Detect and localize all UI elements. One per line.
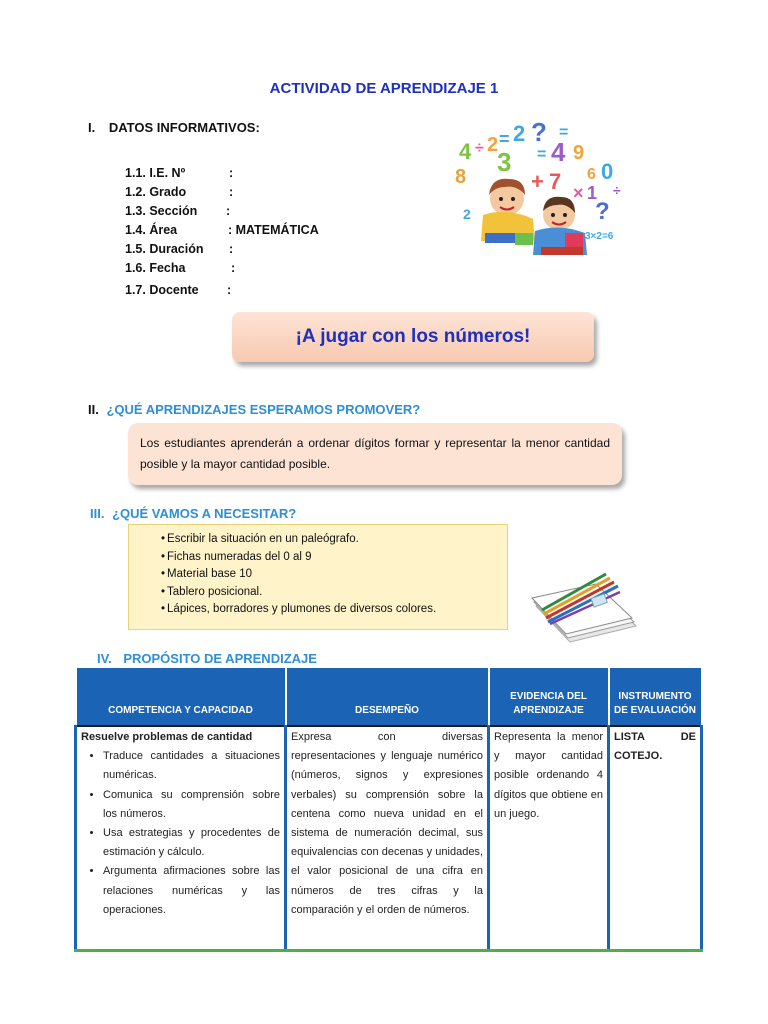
datos-row-grado <box>125 185 233 199</box>
materials-item: • Lápices, borradores y plumones de diversos colores. <box>161 601 507 619</box>
instrumento-cell: LISTA DE COTEJO. <box>609 726 702 951</box>
datos-label: 1.7. Docente <box>125 283 199 297</box>
datos-row-seccion <box>125 204 230 218</box>
section-proposito-heading <box>97 651 317 666</box>
section-aprendizajes-heading <box>88 402 420 417</box>
section-title: ¿QUÉ APRENDIZAJES ESPERAMOS PROMOVER? <box>106 402 421 417</box>
math-glyph: 9 <box>573 142 585 164</box>
math-glyph: 2 <box>487 134 499 156</box>
datos-row-duracion <box>125 242 233 256</box>
table-header-row <box>76 668 702 726</box>
math-glyph: 2 <box>463 206 471 222</box>
desempeno-cell: Expresa con diversas representaciones y lenguaje numérico (números, signos y expresiones verbales) su comprensión sobre la centena como nueva unidad en el sistema de numeración decimal, sus equivalencias con decenas y unidades, el valor posicional de una cifra en números de tres cifras y la comparación y el orden de números. <box>286 726 489 951</box>
datos-row-fecha <box>125 261 235 275</box>
aprendizajes-box: Los estudiantes aprenderán a ordenar dígitos formar y representar la menor cantidad posible y la mayor cantidad posible. <box>128 423 622 485</box>
section-numeral: II. <box>88 402 99 417</box>
papers-pencils-illustration <box>530 566 640 644</box>
math-glyph: = <box>559 124 569 141</box>
materials-item: • Fichas numeradas del 0 al 9 <box>161 549 507 567</box>
capacidad-item: • Traduce cantidades a situaciones numéricas. <box>103 747 280 785</box>
section-title: PROPÓSITO DE APRENDIZAJE <box>123 651 317 666</box>
datos-row-ie <box>125 166 233 180</box>
math-glyph: 0 <box>601 159 614 184</box>
page-title: ACTIVIDAD DE APRENDIZAJE 1 <box>269 80 499 97</box>
materials-list <box>129 531 507 619</box>
math-glyph: 6 <box>587 166 596 183</box>
datos-label: 1.6. Fecha <box>125 261 186 275</box>
math-glyph: 4 <box>551 137 566 167</box>
table-row <box>76 726 702 951</box>
table-header-cell: EVIDENCIA DEL APRENDIZAJE <box>489 668 609 726</box>
math-glyph: 1 <box>587 183 598 203</box>
datos-value: : <box>229 166 234 180</box>
section-necesitar-heading <box>90 506 296 521</box>
math-glyph: 7 <box>549 169 562 194</box>
table-header-cell: INSTRUMENTO DE EVALUACIÓN <box>609 668 702 726</box>
datos-value: : <box>227 283 232 297</box>
proposito-table <box>74 668 703 952</box>
math-glyph: ÷ <box>613 182 621 198</box>
math-glyph: ? <box>595 198 610 225</box>
capacidad-item: • Argumenta afirmaciones sobre las relaciones numéricas y las operaciones. <box>103 862 280 920</box>
datos-label: 1.5. Duración <box>125 242 204 256</box>
datos-label: 1.1. I.E. Nº <box>125 166 186 180</box>
section-numeral: III. <box>90 506 105 521</box>
section-title: ¿QUÉ VAMOS A NECESITAR? <box>112 506 297 521</box>
materials-item: • Escribir la situación en un paleógrafo. <box>161 531 507 549</box>
table-header-cell: COMPETENCIA Y CAPACIDAD <box>76 668 286 726</box>
datos-label: 1.2. Grado <box>125 185 187 199</box>
datos-value: : <box>231 261 236 275</box>
datos-row-docente <box>125 283 231 297</box>
kids-math-illustration <box>455 115 635 265</box>
math-glyph: + <box>531 169 544 194</box>
datos-value: : MATEMÁTICA <box>228 223 319 237</box>
materials-item: • Material base 10 <box>161 566 507 584</box>
math-glyph: 4 <box>459 139 472 164</box>
activity-banner: ¡A jugar con los números! <box>232 312 594 362</box>
section-numeral: I. <box>88 120 96 135</box>
capacidades-list <box>81 747 280 920</box>
math-glyph: = <box>537 146 547 163</box>
table-header-cell: DESEMPEÑO <box>286 668 489 726</box>
evidencia-cell: Representa la menor y mayor cantidad posible ordenando 4 dígitos que obtiene en un juego. <box>489 726 609 951</box>
capacidad-item: • Usa estrategias y procedentes de estimación y cálculo. <box>103 824 280 862</box>
math-glyph: ÷ <box>475 140 484 157</box>
math-glyph: 8 <box>455 166 467 188</box>
math-glyph: × <box>573 183 584 203</box>
section-datos-heading <box>88 120 260 135</box>
math-glyph: 2 <box>513 121 526 146</box>
section-title: DATOS INFORMATIVOS: <box>108 120 260 135</box>
section-numeral: IV. <box>97 651 112 666</box>
materials-box <box>128 524 508 630</box>
math-glyph: = <box>499 129 510 149</box>
competencia-title: Resuelve problemas de cantidad <box>81 731 253 743</box>
datos-label: 1.3. Sección <box>125 204 198 218</box>
datos-value: : <box>229 185 234 199</box>
math-glyph: 3×2=6 <box>585 231 614 242</box>
datos-value: : <box>229 242 234 256</box>
math-glyph: ? <box>531 117 547 147</box>
datos-row-area <box>125 223 319 237</box>
datos-value: : <box>226 204 231 218</box>
materials-item: • Tablero posicional. <box>161 584 507 602</box>
capacidad-item: • Comunica su comprensión sobre los números. <box>103 786 280 824</box>
math-glyph: 3 <box>497 147 512 177</box>
datos-label: 1.4. Área <box>125 223 178 237</box>
competencia-cell <box>76 726 286 951</box>
